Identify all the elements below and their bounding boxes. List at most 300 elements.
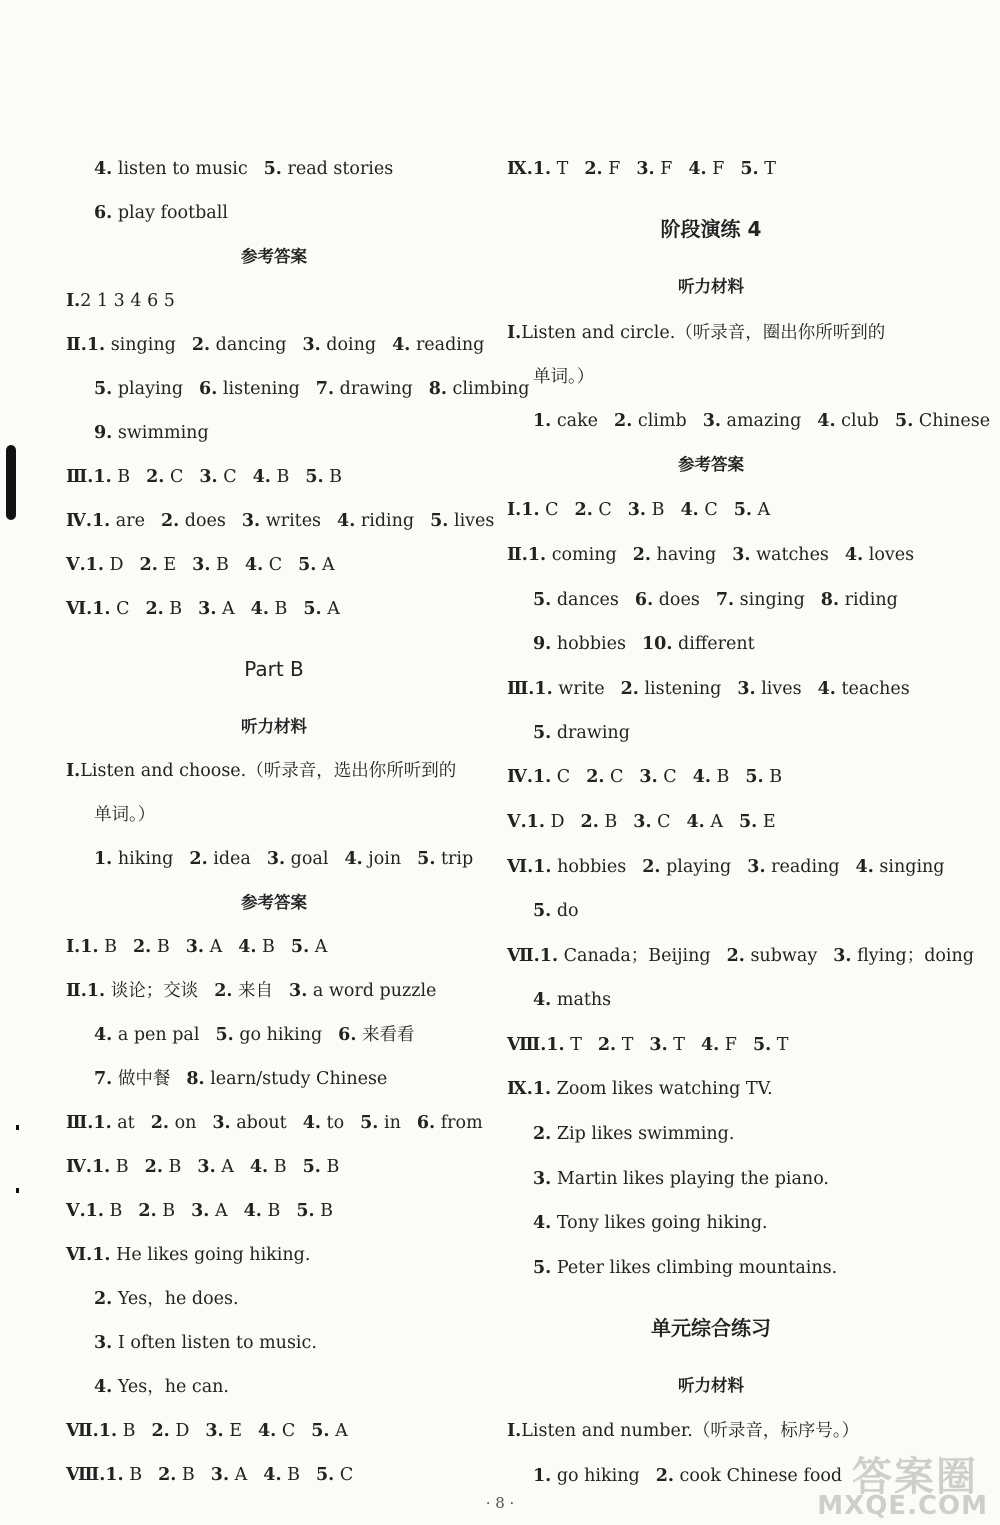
item-number: 4. bbox=[252, 467, 271, 487]
item-number: 2. bbox=[144, 1157, 163, 1177]
item-text: C bbox=[334, 1465, 354, 1485]
answer-line bbox=[533, 1122, 734, 1146]
item-number: 4. bbox=[244, 555, 264, 575]
instruction-line: 单词。） bbox=[533, 367, 595, 387]
item-text: go hiking bbox=[233, 1025, 323, 1045]
answer-line bbox=[507, 1033, 788, 1057]
item-number: 1. bbox=[546, 1035, 565, 1055]
item-text: different bbox=[672, 634, 755, 654]
item-number: 4. bbox=[243, 1201, 262, 1221]
item-text: at bbox=[111, 1113, 135, 1133]
item-text: in bbox=[378, 1113, 401, 1133]
item-text: Martin likes playing the piano. bbox=[551, 1169, 829, 1189]
item-number: 2. bbox=[191, 335, 211, 355]
item-number: 2. bbox=[614, 411, 633, 431]
item-text: trip bbox=[435, 849, 474, 869]
item-text: He likes going hiking. bbox=[110, 1245, 311, 1265]
answer-line bbox=[94, 1067, 387, 1091]
item-number: 3. bbox=[94, 1333, 113, 1353]
roman-numeral: Ⅶ. bbox=[66, 1421, 99, 1441]
item-text: C bbox=[592, 500, 612, 520]
item-text: idea bbox=[207, 849, 251, 869]
item-text: 做中餐 bbox=[112, 1069, 171, 1089]
item-number: 1. bbox=[532, 159, 552, 179]
item-text: singing bbox=[873, 857, 945, 877]
item-text: 谈论；交谈 bbox=[105, 981, 199, 1001]
item-number: 3. bbox=[639, 767, 658, 787]
item-number: 3. bbox=[197, 1157, 216, 1177]
item-number: 2. bbox=[150, 1113, 169, 1133]
item-number: 1. bbox=[91, 511, 111, 531]
item-text: cook Chinese food bbox=[673, 1466, 843, 1486]
section-heading: 听力材料 bbox=[241, 717, 307, 736]
item-text: B bbox=[111, 467, 131, 487]
page-number: · 8 · bbox=[485, 1494, 515, 1512]
instruction-line: 单词。） bbox=[94, 805, 156, 825]
item-text: lives bbox=[448, 511, 495, 531]
item-number: 5. bbox=[740, 159, 759, 179]
answer-line bbox=[507, 810, 776, 834]
item-number: 4. bbox=[249, 1157, 269, 1177]
item-text: B bbox=[281, 1465, 300, 1485]
item-text: B bbox=[151, 937, 170, 957]
item-text: T bbox=[616, 1035, 634, 1055]
item-text: maths bbox=[551, 990, 612, 1010]
answer-line bbox=[66, 1155, 339, 1179]
item-text: D bbox=[544, 812, 565, 832]
item-text: doing bbox=[320, 335, 377, 355]
item-number: 6. bbox=[94, 203, 113, 223]
item-text: B bbox=[646, 500, 665, 520]
item-number: 6. bbox=[338, 1025, 357, 1045]
item-number: 5. bbox=[215, 1025, 234, 1045]
item-text: C bbox=[110, 599, 130, 619]
item-number: 5. bbox=[533, 590, 552, 610]
answer-line bbox=[94, 1375, 229, 1399]
answer-line bbox=[66, 1243, 310, 1267]
item-number: 2. bbox=[145, 599, 164, 619]
item-text: are bbox=[110, 511, 145, 531]
item-text: hobbies bbox=[551, 634, 626, 654]
item-text: B bbox=[268, 599, 288, 619]
answer-line bbox=[66, 1111, 483, 1135]
answer-line bbox=[507, 765, 782, 789]
item-number: 1. bbox=[85, 1201, 104, 1221]
item-number: 1. bbox=[98, 1421, 118, 1441]
item-text: A bbox=[216, 599, 235, 619]
item-text: B bbox=[270, 467, 290, 487]
item-number: 5. bbox=[533, 1258, 552, 1278]
roman-numeral: Ⅲ. bbox=[507, 679, 535, 699]
item-text: dances bbox=[551, 590, 619, 610]
instruction-line: Ⅰ.Listen and number.（听录音，标序号。） bbox=[507, 1421, 860, 1441]
item-number: 2. bbox=[533, 1124, 552, 1144]
item-text: A bbox=[321, 599, 340, 619]
item-number: 2. bbox=[632, 545, 651, 565]
item-text: T bbox=[771, 1035, 789, 1055]
item-number: 9. bbox=[533, 634, 552, 654]
item-number: 1. bbox=[94, 849, 113, 869]
item-text: B bbox=[117, 1421, 136, 1441]
item-text: writes bbox=[260, 511, 322, 531]
item-number: 4. bbox=[302, 1113, 321, 1133]
item-number: 2. bbox=[160, 511, 180, 531]
item-text: hiking bbox=[112, 849, 174, 869]
item-number: 7. bbox=[715, 590, 735, 610]
item-number: 2. bbox=[94, 1289, 113, 1309]
item-number: 4. bbox=[700, 1035, 720, 1055]
item-text: subway bbox=[744, 946, 818, 966]
item-number: 3. bbox=[302, 335, 321, 355]
answer-line bbox=[533, 988, 611, 1012]
item-text: I often listen to music. bbox=[112, 1333, 317, 1353]
item-number: 5. bbox=[311, 1421, 330, 1441]
item-number: 4. bbox=[855, 857, 874, 877]
item-text: drawing bbox=[551, 723, 630, 743]
item-number: 5. bbox=[533, 901, 552, 921]
item-number: 1. bbox=[526, 812, 545, 832]
item-text: watches bbox=[750, 545, 829, 565]
item-text: C bbox=[217, 467, 237, 487]
item-text: E bbox=[157, 555, 177, 575]
item-number: 4. bbox=[392, 335, 411, 355]
item-text: B bbox=[123, 1465, 143, 1485]
item-number: 4. bbox=[533, 990, 552, 1010]
item-number: 5. bbox=[305, 467, 324, 487]
item-text: about bbox=[230, 1113, 287, 1133]
item-text: B bbox=[156, 1201, 176, 1221]
item-text: listening bbox=[638, 679, 722, 699]
item-number: 4. bbox=[94, 1025, 113, 1045]
item-number: 4. bbox=[686, 812, 705, 832]
item-number: 2. bbox=[151, 1421, 170, 1441]
item-number: 1. bbox=[539, 946, 559, 966]
item-text: join bbox=[362, 849, 402, 869]
item-number: 4. bbox=[533, 1213, 552, 1233]
item-number: 1. bbox=[532, 767, 552, 787]
roman-numeral: Ⅳ. bbox=[66, 511, 92, 531]
item-number: 1. bbox=[91, 1157, 111, 1177]
watermark-text: 答案圈 bbox=[852, 1454, 978, 1500]
item-number: 5. bbox=[360, 1113, 379, 1133]
item-number: 3. bbox=[702, 411, 721, 431]
item-number: 2. bbox=[146, 467, 165, 487]
item-text: from bbox=[435, 1113, 483, 1133]
item-number: 3. bbox=[191, 1201, 210, 1221]
item-text: coming bbox=[546, 545, 617, 565]
item-number: 5. bbox=[315, 1465, 335, 1485]
answer-line bbox=[94, 201, 228, 225]
roman-numeral: Ⅲ. bbox=[66, 1113, 94, 1133]
item-number: 4. bbox=[94, 159, 113, 179]
item-number: 2. bbox=[580, 812, 599, 832]
item-number: 5. bbox=[733, 500, 752, 520]
item-number: 3. bbox=[241, 511, 261, 531]
section-heading: 参考答案 bbox=[241, 247, 307, 266]
item-number: 5. bbox=[263, 159, 282, 179]
item-number: 2. bbox=[133, 937, 152, 957]
item-text: drawing bbox=[334, 379, 413, 399]
item-text: riding bbox=[839, 590, 898, 610]
section-title: 阶段演练 4 bbox=[660, 217, 762, 241]
item-number: 8. bbox=[428, 379, 447, 399]
item-text: do bbox=[551, 901, 579, 921]
item-number: 3. bbox=[649, 1035, 668, 1055]
instruction-line: Ⅰ.Listen and circle.（听录音，圈出你所听到的 bbox=[507, 323, 886, 343]
item-number: 2. bbox=[655, 1466, 674, 1486]
item-number: 1. bbox=[527, 545, 547, 565]
item-number: 4. bbox=[258, 1421, 277, 1441]
item-text: C bbox=[164, 467, 184, 487]
item-text: having bbox=[650, 545, 717, 565]
item-text: Tony likes going hiking. bbox=[551, 1213, 768, 1233]
item-number: 2. bbox=[620, 679, 639, 699]
item-text: F bbox=[706, 159, 725, 179]
item-text: T bbox=[564, 1035, 582, 1055]
item-text: B bbox=[261, 1201, 281, 1221]
item-text: Yes，he can. bbox=[112, 1377, 229, 1397]
answer-line bbox=[94, 1287, 239, 1311]
item-text: B bbox=[320, 1157, 340, 1177]
item-number: 2. bbox=[726, 946, 745, 966]
item-number: 2. bbox=[642, 857, 661, 877]
item-number: 4. bbox=[817, 679, 836, 699]
item-text: A bbox=[751, 500, 771, 520]
roman-numeral: Ⅸ. bbox=[507, 159, 533, 179]
answer-line bbox=[507, 543, 914, 567]
watermark-url: MXQE.COM bbox=[817, 1491, 988, 1521]
item-text: does bbox=[653, 590, 700, 610]
item-text: on bbox=[169, 1113, 197, 1133]
item-text: climb bbox=[632, 411, 687, 431]
item-number: 1. bbox=[521, 500, 540, 520]
item-number: 4. bbox=[688, 159, 707, 179]
item-text: T bbox=[551, 159, 569, 179]
part-title: Part B bbox=[244, 657, 304, 681]
roman-numeral: Ⅱ. bbox=[66, 335, 87, 355]
item-number: 1. bbox=[92, 1245, 111, 1265]
answer-line bbox=[66, 465, 342, 489]
answer-line bbox=[533, 1211, 768, 1235]
item-number: 1. bbox=[93, 1113, 112, 1133]
item-text: E bbox=[223, 1421, 242, 1441]
item-number: 1. bbox=[85, 555, 104, 575]
item-text: 来看看 bbox=[356, 1025, 415, 1045]
scan-mark bbox=[6, 445, 16, 520]
roman-numeral: Ⅵ. bbox=[507, 857, 534, 877]
item-number: 2. bbox=[139, 555, 158, 575]
item-text: go hiking bbox=[551, 1466, 640, 1486]
roman-numeral: Ⅵ. bbox=[66, 599, 93, 619]
item-number: 6. bbox=[416, 1113, 436, 1133]
item-text: B bbox=[710, 767, 730, 787]
answer-line bbox=[94, 157, 393, 181]
answer-line bbox=[507, 944, 974, 968]
item-text: teaches bbox=[835, 679, 910, 699]
roman-numeral: Ⅷ. bbox=[66, 1465, 106, 1485]
item-text: B bbox=[323, 467, 343, 487]
item-number: 8. bbox=[820, 590, 840, 610]
item-text: D bbox=[169, 1421, 190, 1441]
answer-line bbox=[507, 498, 770, 522]
item-text: A bbox=[316, 555, 335, 575]
answer-line bbox=[66, 597, 340, 621]
item-number: 8. bbox=[186, 1069, 205, 1089]
item-text: read stories bbox=[281, 159, 394, 179]
item-text: C bbox=[651, 812, 671, 832]
item-text: C bbox=[263, 555, 283, 575]
answer-line bbox=[66, 1419, 348, 1443]
item-text: goal bbox=[285, 849, 329, 869]
item-number: 5. bbox=[738, 812, 758, 832]
answer-line bbox=[533, 899, 579, 923]
item-text: Chinese bbox=[913, 411, 991, 431]
item-number: 4. bbox=[692, 767, 711, 787]
item-number: 2. bbox=[586, 767, 605, 787]
item-number: 3. bbox=[185, 937, 204, 957]
item-text: dancing bbox=[210, 335, 287, 355]
section-title: 单元综合练习 bbox=[651, 1316, 771, 1340]
item-number: 1. bbox=[92, 599, 111, 619]
item-text: reading bbox=[410, 335, 485, 355]
item-text: A bbox=[215, 1157, 234, 1177]
item-text: amazing bbox=[720, 411, 802, 431]
answer-line bbox=[533, 721, 630, 745]
item-number: 3. bbox=[633, 812, 652, 832]
item-number: 9. bbox=[94, 423, 113, 443]
item-number: 4. bbox=[817, 411, 836, 431]
answer-line bbox=[533, 1256, 837, 1280]
item-text: a word puzzle bbox=[307, 981, 437, 1001]
item-number: 1. bbox=[80, 937, 99, 957]
item-text: T bbox=[758, 159, 776, 179]
item-text: C bbox=[276, 1421, 296, 1441]
item-number: 6. bbox=[199, 379, 218, 399]
roman-numeral: Ⅴ. bbox=[66, 555, 86, 575]
item-text: B bbox=[256, 937, 275, 957]
item-number: 3. bbox=[205, 1421, 224, 1441]
word-list-line bbox=[94, 847, 473, 871]
roman-numeral: Ⅸ. bbox=[507, 1079, 533, 1099]
item-number: 7. bbox=[94, 1069, 113, 1089]
scan-mark bbox=[16, 1125, 19, 1130]
item-number: 3. bbox=[289, 981, 308, 1001]
item-text: B bbox=[162, 1157, 182, 1177]
item-text: singing bbox=[734, 590, 805, 610]
answer-line: Ⅰ.2 1 3 4 6 5 bbox=[66, 291, 175, 311]
item-text: Zoom likes watching TV. bbox=[551, 1079, 773, 1099]
answer-line bbox=[94, 421, 209, 445]
answer-line bbox=[66, 509, 494, 533]
item-number: 5. bbox=[290, 937, 310, 957]
item-number: 3. bbox=[747, 857, 766, 877]
item-number: 3. bbox=[533, 1169, 552, 1189]
item-number: 3. bbox=[737, 679, 756, 699]
answer-line bbox=[507, 157, 776, 181]
word-list-line bbox=[533, 409, 990, 433]
item-number: 3. bbox=[636, 159, 655, 179]
item-number: 3. bbox=[732, 545, 751, 565]
item-text: Canada；Beijing bbox=[558, 946, 711, 966]
answer-line bbox=[94, 1023, 415, 1047]
item-text: a pen pal bbox=[112, 1025, 200, 1045]
answer-line bbox=[66, 1199, 333, 1223]
item-number: 1. bbox=[533, 857, 552, 877]
item-text: B bbox=[268, 1157, 287, 1177]
item-number: 1. bbox=[533, 1466, 552, 1486]
answer-line bbox=[507, 855, 945, 879]
item-text: write bbox=[552, 679, 605, 699]
item-number: 5. bbox=[533, 723, 552, 743]
item-number: 1. bbox=[93, 467, 112, 487]
item-text: B bbox=[598, 812, 618, 832]
item-number: 3. bbox=[192, 555, 211, 575]
answer-line bbox=[533, 1167, 829, 1191]
section-heading: 听力材料 bbox=[678, 277, 744, 296]
item-text: E bbox=[757, 812, 776, 832]
item-number: 5. bbox=[303, 599, 322, 619]
watermark-logo bbox=[796, 1445, 996, 1521]
item-text: cake bbox=[551, 411, 599, 431]
item-text: B bbox=[176, 1465, 195, 1485]
answer-line bbox=[66, 1463, 353, 1487]
roman-numeral: Ⅳ. bbox=[66, 1157, 92, 1177]
roman-numeral: Ⅵ. bbox=[66, 1245, 93, 1265]
item-text: listen to music bbox=[112, 159, 248, 179]
item-number: 2. bbox=[584, 159, 603, 179]
item-text: hobbies bbox=[551, 857, 627, 877]
item-text: A bbox=[704, 812, 723, 832]
item-text: Yes，he does. bbox=[112, 1289, 239, 1309]
item-text: F bbox=[654, 159, 673, 179]
item-text: C bbox=[657, 767, 677, 787]
item-number: 3. bbox=[266, 849, 286, 869]
roman-numeral: Ⅱ. bbox=[507, 545, 528, 565]
item-number: 2. bbox=[597, 1035, 617, 1055]
answer-line bbox=[66, 979, 436, 1003]
answer-line bbox=[507, 677, 910, 701]
roman-numeral: Ⅶ. bbox=[507, 946, 540, 966]
item-number: 3. bbox=[212, 1113, 231, 1133]
roman-numeral: Ⅷ. bbox=[507, 1035, 547, 1055]
scan-mark bbox=[16, 1188, 19, 1193]
roman-numeral: Ⅴ. bbox=[507, 812, 527, 832]
item-text: F bbox=[719, 1035, 737, 1055]
item-number: 4. bbox=[94, 1377, 113, 1397]
item-number: 3. bbox=[627, 500, 647, 520]
item-text: A bbox=[229, 1465, 248, 1485]
item-number: 2. bbox=[189, 849, 208, 869]
item-text: learn/study Chinese bbox=[204, 1069, 388, 1089]
item-text: riding bbox=[355, 511, 415, 531]
instruction-line: Ⅰ.Listen and choose.（听录音，选出你所听到的 bbox=[66, 761, 457, 781]
item-number: 1. bbox=[532, 1079, 552, 1099]
item-text: does bbox=[179, 511, 226, 531]
item-number: 2. bbox=[158, 1465, 177, 1485]
item-text: lives bbox=[755, 679, 802, 699]
item-number: 5. bbox=[94, 379, 113, 399]
item-text: to bbox=[320, 1113, 345, 1133]
item-text: F bbox=[602, 159, 621, 179]
item-number: 1. bbox=[533, 411, 552, 431]
item-number: 5. bbox=[296, 1201, 315, 1221]
item-text: C bbox=[551, 767, 571, 787]
item-number: 5. bbox=[302, 1157, 321, 1177]
item-text: Zip likes swimming. bbox=[551, 1124, 735, 1144]
item-text: 来自 bbox=[232, 981, 274, 1001]
item-text: B bbox=[763, 767, 783, 787]
item-number: 3. bbox=[198, 599, 217, 619]
